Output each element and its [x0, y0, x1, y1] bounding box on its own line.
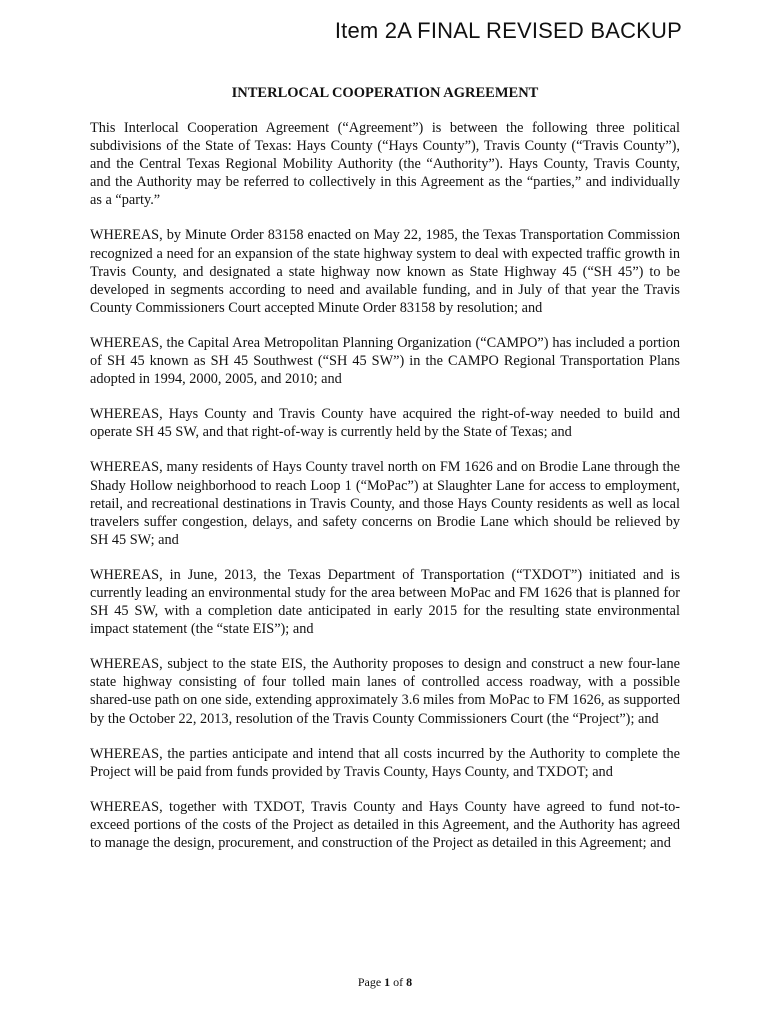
page-total: 8: [406, 975, 413, 989]
page-of-label: of: [390, 975, 407, 989]
document-body: [90, 119, 680, 869]
document-title: INTERLOCAL COOPERATION AGREEMENT: [231, 85, 539, 101]
paragraph-whereas-txdot-study: WHEREAS, in June, 2013, the Texas Department of Transportation (“TXDOT”) initiated and is currently leading an environmental study for the area between MoPac and FM 1626 that is planned for SH 45 SW, with a completion date anticipated in early 2015 for the resulting state environmental impact statement (the “state EIS”); and: [90, 566, 680, 638]
paragraph-whereas-funding: WHEREAS, together with TXDOT, Travis County and Hays County have agreed to fund not-to-exceed portions of the costs of the Project as detailed in this Agreement, and the Authority has agreed to manage the design, procurement, and construction of the Project as detailed in this Agreement; and: [90, 798, 680, 851]
paragraph-whereas-campo: WHEREAS, the Capital Area Metropolitan Planning Organization (“CAMPO”) has included a portion of SH 45 known as SH 45 Southwest (“SH 45 SW”) in the CAMPO Regional Transportation Plans adopted in 1994, 2000, 2005, and 2010; and: [90, 334, 680, 388]
page-label: Page: [357, 975, 385, 989]
paragraph-whereas-residents: WHEREAS, many residents of Hays County travel north on FM 1626 and on Brodie Lane through the Shady Hollow neighborhood to reach Loop 1 (“MoPac”) at Slaughter Lane for access to employment, retail, and recreational destinations in Travis County, and those Hays County residents as well as local travelers suffer congestion, delays, and safety concerns on Brodie Lane which should be relieved by SH 45 SW; and: [90, 459, 680, 548]
page-footer: [0, 975, 770, 990]
paragraph-whereas-project: WHEREAS, subject to the state EIS, the Authority proposes to design and construct a new four-lane state highway consisting of four tolled main lanes of controlled access roadway, with a possible shared-use path on one side, extending approximately 3.6 miles from MoPac to FM 1626, as supported by the October 22, 2013, resolution of the Travis County Commissioners Court (the “Project”); and: [90, 656, 680, 727]
header-stamp: Item 2A FINAL REVISED BACKUP: [334, 18, 682, 43]
page-number: 1: [384, 975, 391, 989]
paragraph-whereas-costs: WHEREAS, the parties anticipate and intend that all costs incurred by the Authority to complete the Project will be paid from funds provided by Travis County, Hays County, and TXDOT; and: [90, 745, 680, 780]
paragraph-whereas-right-of-way: WHEREAS, Hays County and Travis County have acquired the right-of-way needed to build and operate SH 45 SW, and that right-of-way is currently held by the State of Texas; and: [90, 406, 680, 441]
paragraph-whereas-minute-order: WHEREAS, by Minute Order 83158 enacted on May 22, 1985, the Texas Transportation Commission recognized a need for an expansion of the state highway system to deal with expected traffic growth in Travis County, and designated a state highway now known as State Highway 45 (“SH 45”) to be developed in segments according to need and available funding, and in July of that year the Travis County Commissioners Court accepted Minute Order 83158 by resolution; and: [90, 227, 680, 316]
paragraph-preamble: This Interlocal Cooperation Agreement (“Agreement”) is between the following three political subdivisions of the State of Texas: Hays County (“Hays County”), Travis County (“Travis County”), and the Central Texas Regional Mobility Authority (the “Authority”). Hays County, Travis County, and the Authority may be referred to collectively in this Agreement as the “parties,” and individually as a “party.”: [90, 120, 680, 209]
